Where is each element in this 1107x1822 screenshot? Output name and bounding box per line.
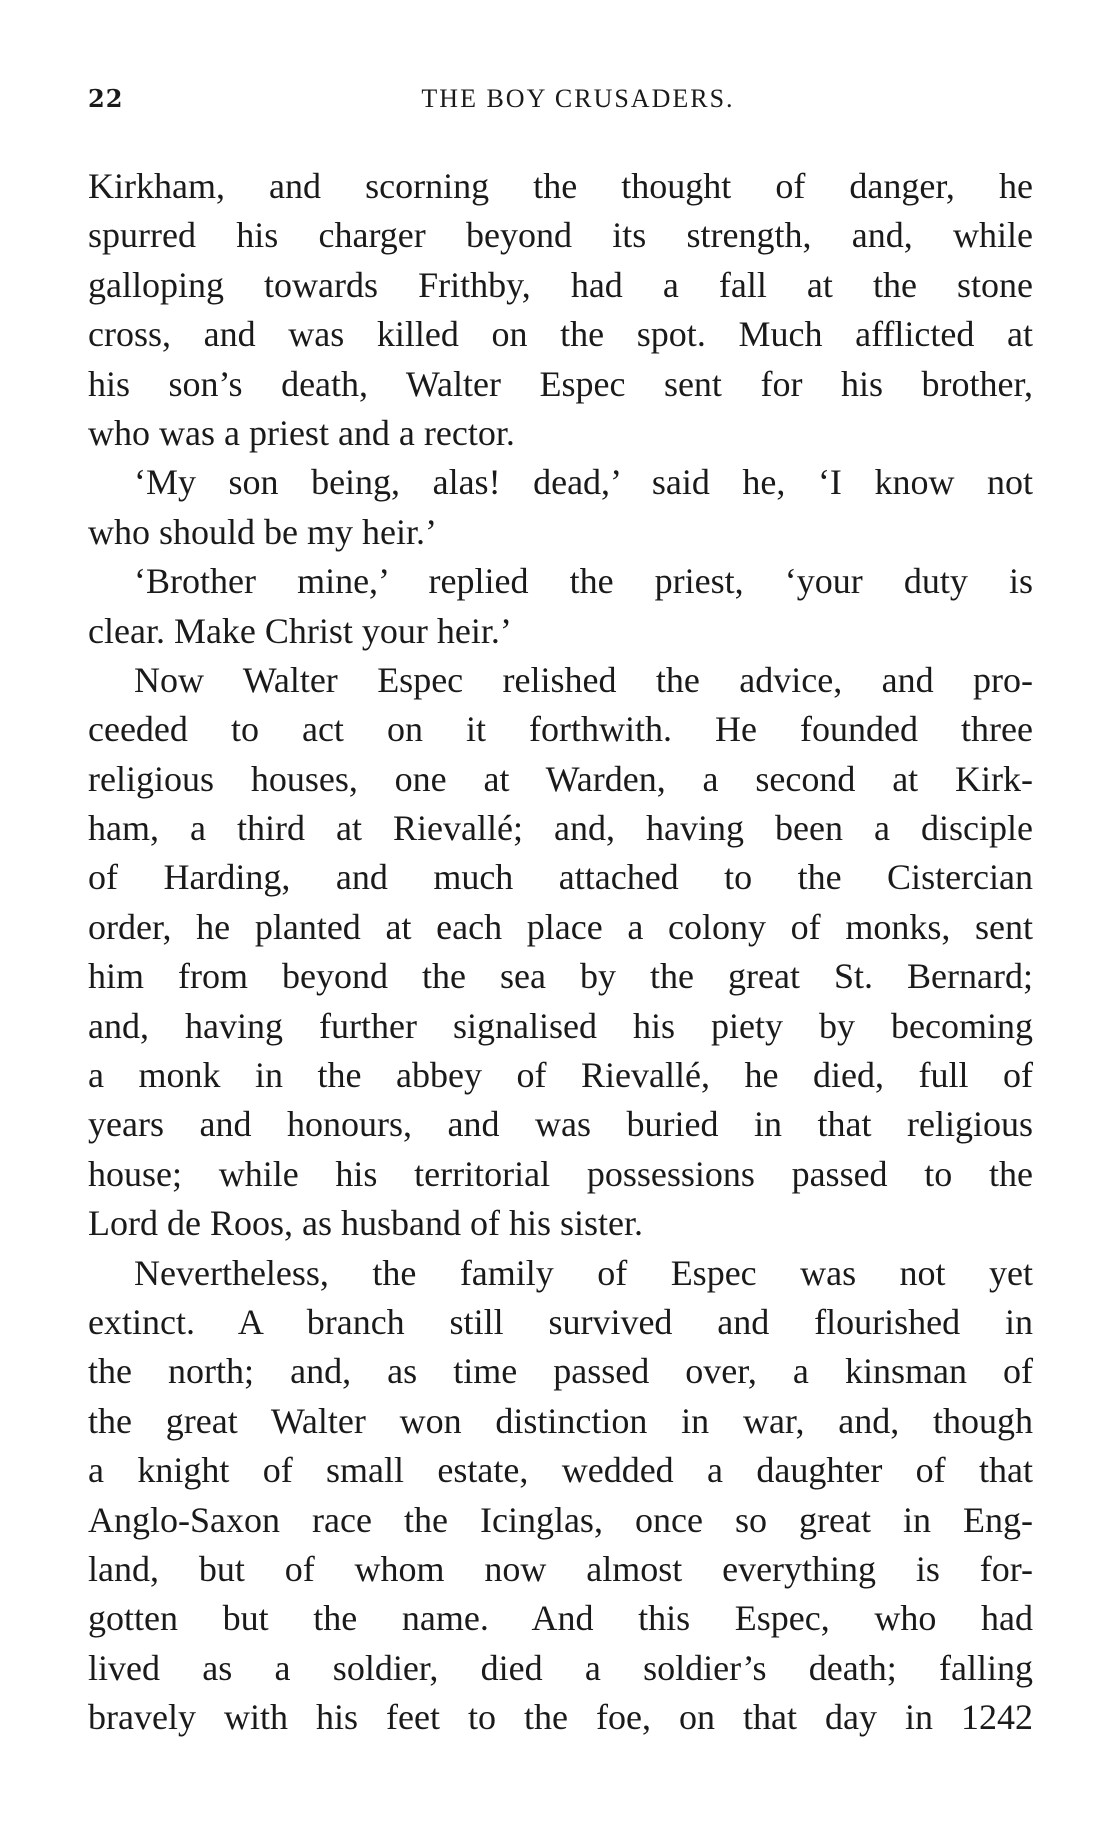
text-line: who was a priest and a rector. [88, 412, 515, 453]
text-line: ceeded to act on it forthwith. He founded three [88, 709, 1033, 750]
text-line: Lord de Roos, as husband of his sister. [88, 1203, 643, 1244]
text-line: years and honours, and was buried in that religious [88, 1104, 1033, 1145]
text-line: galloping towards Frithby, had a fall at the stone [88, 264, 1033, 305]
text-line: clear. Make Christ your heir.’ [88, 610, 512, 651]
text-line: ‘My son being, alas! dead,’ said he, ‘I know not [134, 462, 1033, 503]
text-line: land, but of whom now almost everything is for- [88, 1548, 1033, 1589]
text-line: the north; and, as time passed over, a kinsman of [88, 1351, 1033, 1392]
paragraph [88, 1249, 1033, 1743]
text-line: and, having further signalised his piety by becoming [88, 1005, 1033, 1046]
text-line: Kirkham, and scorning the thought of danger, he [88, 166, 1033, 206]
text-line: gotten but the name. And this Espec, who had [88, 1598, 1033, 1639]
text-line: a knight of small estate, wedded a daughter of that [88, 1450, 1033, 1491]
text-line: Now Walter Espec relished the advice, and pro- [134, 659, 1033, 700]
running-title: THE BOY CRUSADERS. [421, 84, 735, 113]
text-line: him from beyond the sea by the great St. Bernard; [88, 956, 1033, 997]
page-header [88, 84, 1028, 124]
text-line: Nevertheless, the family of Espec was not yet [134, 1252, 1033, 1293]
text-line: who should be my heir.’ [88, 511, 437, 552]
text-line: his son’s death, Walter Espec sent for his brother, [88, 363, 1033, 404]
text-line: extinct. A branch still survived and flourished in [88, 1301, 1033, 1342]
text-line: ham, a third at Rievallé; and, having been a disciple [88, 808, 1033, 849]
text-line: the great Walter won distinction in war, and, though [88, 1400, 1033, 1441]
text-line: a monk in the abbey of Rievallé, he died, full of [88, 1055, 1033, 1096]
text-line: religious houses, one at Warden, a second at Kirk- [88, 758, 1033, 799]
paragraph [88, 162, 1033, 458]
text-line: order, he planted at each place a colony of monks, sent [88, 906, 1033, 947]
paragraph [88, 557, 1033, 656]
text-line: ‘Brother mine,’ replied the priest, ‘your duty is [134, 561, 1033, 602]
paragraph [88, 458, 1033, 557]
text-line: bravely with his feet to the foe, on that day in 1242 [88, 1697, 1033, 1738]
text-line: Anglo-Saxon race the Icinglas, once so great in Eng- [88, 1499, 1033, 1540]
text-line: of Harding, and much attached to the Cistercian [88, 857, 1033, 898]
text-line: house; while his territorial possessions passed to the [88, 1153, 1033, 1194]
paragraph [88, 656, 1033, 1249]
body-text [88, 162, 1033, 1743]
text-line: cross, and was killed on the spot. Much afflicted at [88, 314, 1033, 355]
text-line: lived as a soldier, died a soldier’s death; falling [88, 1647, 1033, 1688]
text-line: spurred his charger beyond its strength, and, while [88, 215, 1033, 256]
page-number: 22 [88, 84, 124, 113]
